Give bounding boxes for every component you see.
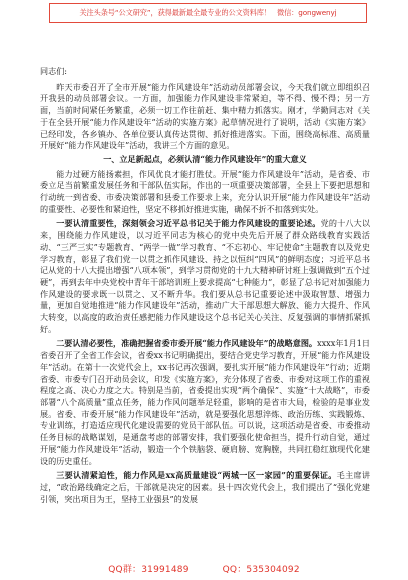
urgency-body: 毛主席讲过，“政治路线确定之后，干部就是决定的因素。县十四次党代会上，我们提出了“强化党建引领，突出项目为王，坚持工业强县”的发展	[40, 470, 370, 504]
paragraph-necessity	[40, 338, 370, 467]
section-heading-1: 一、立足新起点，必须认清“能力作风建设年”的重大意义	[103, 153, 307, 164]
paragraph-intro: 昨天市委召开了全市开展“能力作风建设年”活动动员部署会议，今天我们就立即组织召开我县的动员部署会议。一方面，加强能力作风建设非常紧迫，等不得、慢不得；另一方面，当前时间紧任务繁重，必须一切工作往前赶、集中精力抓落实。刚才，学勤同志对《关于在全县开展“能力作风建设年”活动的实施方案》起草情况进行了说明，活动《实施方案》已经印发，各乡镇办、各单位要认真传达贯彻、抓好推进落实。下面，围绕高标准、高质量开展好“能力作风建设年”活动，我讲三个方面的意见。	[40, 81, 370, 151]
importance-body: 党的十八大以来，围绕能力作风建设，以习近平同志为核心的党中央先后开展了群众路线教育实践活动、“三严三实”专题教育、“两学一做”学习教育、“不忘初心、牢记使命”主题教育以及党史学习教育，彰显了我们党一以贯之抓作风建设、持之以恒纠“四风”的鲜明态度；习近平总书记从党的十八大提出增强“八项本领”，到学习贯彻党的十九大精神研讨班上强调做到“五个过硬”，再到去年中央党校中青年干部培训班上要求提高“七种能力”，彰显了总书记对加强能力作风建设的要求既一以贯之、又不断升华。我们要从总书记重要论述中汲取智慧、增强力量，更加自觉地推进“能力作风建设年”活动，推动广大干部思想大解放、能力大提升、作风大转变，以高度的政治责任感把能力作风建设这个总书记关心关注、反复强调的事情抓紧抓好。	[40, 218, 370, 334]
necessity-body: xxxx年1月1日省委召开了全省工作会议，省委xx书记明确提出，要结合党史学习教育，开展“能力作风建设年”活动。在第十一次党代会上，xx书记再次强调，要扎实开展“能力作风建设年”行动；近期省委、市委专门召开动员会议，印发《实施方案》，充分体现了省委、市委对这项工作的重视程度之高、决心力度之大。特别是当前，省委提出实现“两个确保”、实施“十大战略”，市委部署“八个高质量”重点任务，能力作风问题举足轻重，影响的是省市大局，检验的是事业发展。省委、市委开展“能力作风建设年”活动，就是要强化思想淬炼、政治历练、实践锻炼、专业训练，打造适应现代化建设需要的党员干部队伍。可以说，这项活动是省委、市委推动任务目标的战略谋划，是通盘考虑的部署安排，我们要强化使命担当，提升行动自觉，通过开展“能力作风建设年”活动，锻造一个个铁脑袋、硬肩膀、宽胸膛，共同扛稳红旗现代化建设的历史重任。	[40, 338, 370, 466]
footer-qq-group: QQ群：31991489	[108, 565, 189, 575]
urgency-lead: 三要认清紧迫性，能力作风是xx高质量建设“两城一区一家园”的重要保证。	[56, 470, 337, 481]
importance-lead: 一要认清重要性，深刻领会习近平总书记关于能力作风建设的重要论述。	[56, 218, 321, 229]
paragraph-significance: 能力过硬方能扬素担，作风优良才能打胜仗。开展“能力作风建设年”活动，是省委、市委立足当前繁重发展任务和干部队伍实际，作出的一项重要决策部署，全县上下要把思想和行动统一到省委、市委决策部署和县委工作要求上来，充分认识开展“能力作风建设年”活动的重要性、必要性和紧迫性，坚定不移抓好推进实施，确保不折不扣落到实处。	[40, 168, 370, 214]
footer-qq-number: QQ：535304092	[222, 565, 300, 575]
necessity-lead: 二要认清必要性，准确把握省委市委开展“能力作风建设年”的战略意图。	[56, 338, 318, 349]
top-banner	[49, 3, 367, 23]
footer-contact	[0, 562, 408, 575]
banner-wechat-text: 微信：gongwenyj	[276, 8, 337, 17]
document-body	[40, 66, 370, 505]
paragraph-urgency	[40, 470, 370, 505]
greeting: 同志们:	[40, 66, 68, 76]
paragraph-importance	[40, 218, 370, 335]
banner-promo-text: 关注头条号“公文研究”，获得最新最全最专业的公文资料库！	[79, 8, 271, 17]
